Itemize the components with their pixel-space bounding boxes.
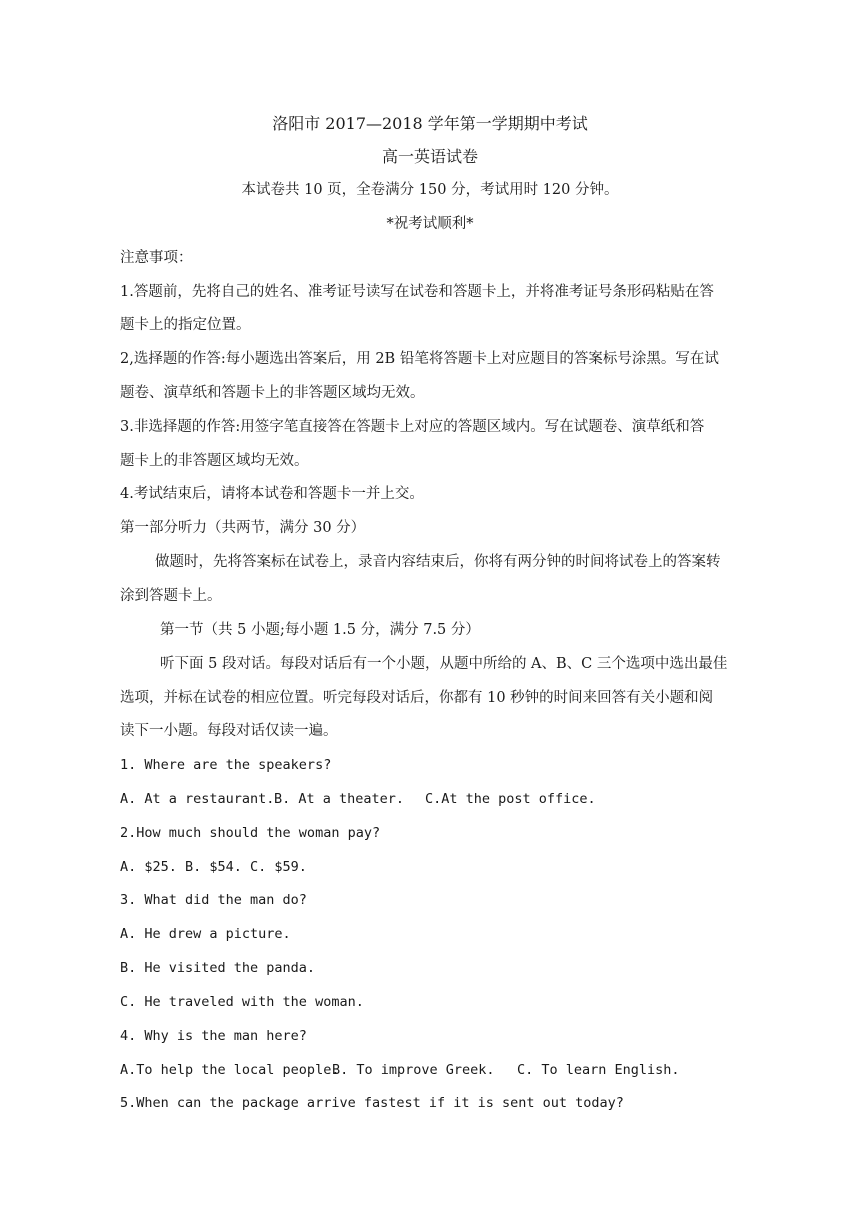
notice-item-1-line-2: 题卡上的指定位置。 [120,317,251,333]
section1-heading: 第一节（共 5 小题;每小题 1.5 分，满分 7.5 分） [160,622,480,638]
question-1-option-b: B. At a theater. [274,791,405,807]
question-1-option-a: A. At a restaurant. [120,791,275,807]
question-3-option-b: B. He visited the panda. [120,960,316,976]
notice-item-2-line-1: 2,选择题的作答:每小题选出答案后，用 2B 铅笔将答题卡上对应题目的答案标号涂黑。写在试 [120,351,719,367]
notice-item-3-line-2: 题卡上的非答题区域均无效。 [120,453,309,469]
notice-item-2-line-2: 题卷、演草纸和答题卡上的非答题区域均无效。 [120,385,425,401]
section1-line-2: 选项，并标在试卷的相应位置。听完每段对话后，你都有 10 秒钟的时间来回答有关小题和阅 [120,690,714,706]
exam-info: 本试卷共 10 页，全卷满分 150 分，考试用时 120 分钟。 [241,182,619,198]
question-3-option-c: C. He traveled with the woman. [120,994,364,1010]
notice-heading: 注意事项： [120,250,193,266]
section1-line-3: 读下一小题。每段对话仅读一遍。 [120,723,338,739]
notice-item-3-line-1: 3.非选择题的作答:用签字笔直接答在答题卡上对应的答题区域内。写在试题卷、演草纸和答 [120,419,705,435]
question-1: 1. Where are the speakers? [120,757,332,773]
question-4: 4. Why is the man here? [120,1028,307,1044]
question-4-option-a: A.To help the local people. [120,1062,340,1078]
exam-wish: *祝考试顺利* [386,216,474,232]
question-4-option-b: B. To improve Greek. [332,1062,495,1078]
question-3: 3. What did the man do? [120,892,307,908]
exam-subtitle: 高一英语试卷 [381,147,478,166]
question-1-option-c: C.At the post office. [425,791,596,807]
part1-heading: 第一部分听力（共两节，满分 30 分） [120,520,366,536]
section1-line-1: 听下面 5 段对话。每段对话后有一个小题，从题中所给的 A、B、C 三个选项中选出最佳 [160,656,728,672]
notice-item-4: 4.考试结束后，请将本试卷和答题卡一并上交。 [120,486,424,502]
notice-item-1-line-1: 1.答题前，先将自己的姓名、准考证号读写在试卷和答题卡上，并将准考证号条形码粘贴在答 [120,284,714,300]
question-3-option-a: A. He drew a picture. [120,926,291,942]
question-2: 2.How much should the woman pay? [120,825,381,841]
part1-intro-line-2: 涂到答题卡上。 [120,588,222,604]
question-2-options: A. $25. B. $54. C. $59. [120,859,307,875]
question-4-option-c: C. To learn English. [517,1062,680,1078]
question-5: 5.When can the package arrive fastest if it is sent out today? [120,1095,624,1111]
exam-title: 洛阳市 2017—2018 学年第一学期期中考试 [272,114,588,133]
part1-intro-line-1: 做题时，先将答案标在试卷上，录音内容结束后，你将有两分钟的时间将试卷上的答案转 [155,554,721,570]
